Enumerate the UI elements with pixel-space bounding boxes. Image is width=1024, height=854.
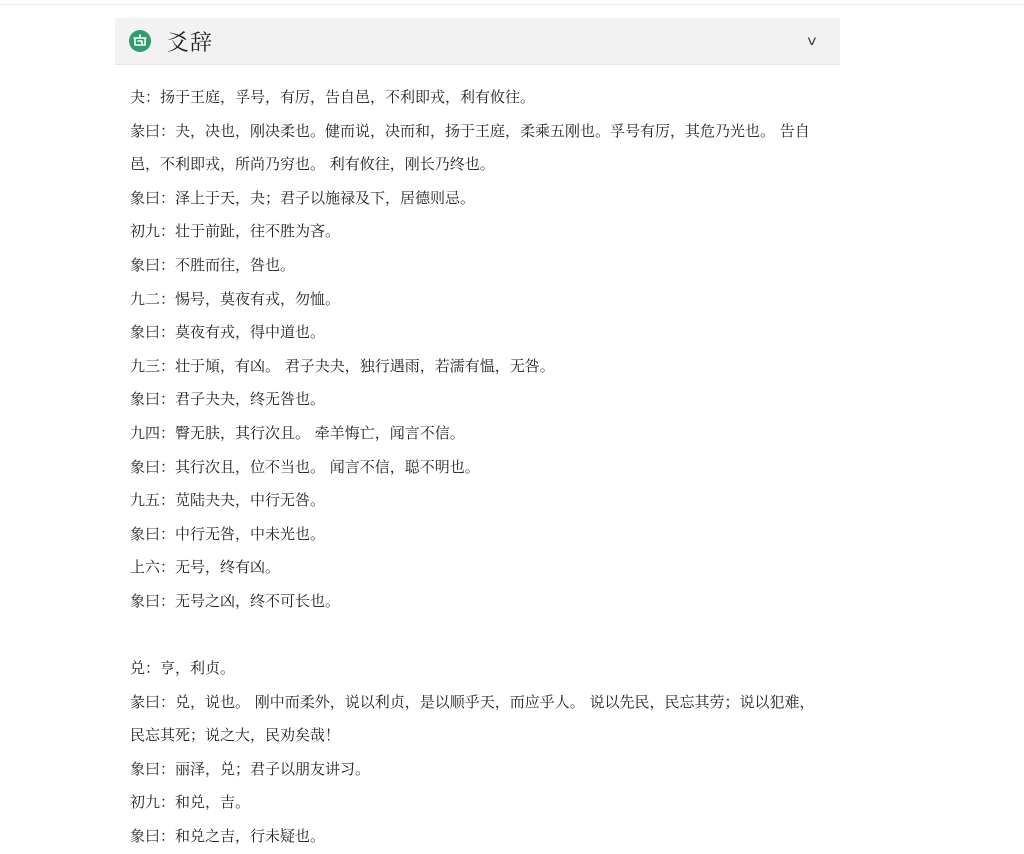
section-spacer <box>130 619 824 653</box>
text-line: 象曰：不胜而往，咎也。 <box>130 255 296 274</box>
text-line: 象曰：君子夬夬，终无咎也。 <box>130 390 326 409</box>
text-line: 象曰：莫夜有戎，得中道也。 <box>130 323 326 342</box>
hexagram-section-guai <box>130 81 824 619</box>
green-circle-logo-icon <box>129 30 151 52</box>
chevron-down-icon[interactable]: v <box>807 33 817 49</box>
text-line: 兑：亨，利贞。 <box>130 659 236 678</box>
hexagram-section-dui <box>130 652 824 854</box>
top-divider <box>0 4 1024 5</box>
text-line: 象曰：泽上于天，夬；君子以施禄及下，居德则忌。 <box>130 188 476 207</box>
text-line: 象曰：中行无咎，中未光也。 <box>130 524 326 543</box>
text-line: 彖曰：夬，决也，刚决柔也。健而说，决而和，扬于王庭，柔乘五刚也。孚号有厉，其危乃光也。 告自邑，不利即戎，所尚乃穷也。 利有攸往，刚长乃终也。 <box>130 121 810 174</box>
text-line: 象曰：其行次且，位不当也。 闻言不信，聪不明也。 <box>130 457 480 476</box>
text-line: 彖曰：兑，说也。 刚中而柔外，说以利贞，是以顺乎天，而应乎人。 说以先民，民忘其劳；说以犯难，民忘其死；说之大，民劝矣哉！ <box>130 692 815 745</box>
text-line: 夬：扬于王庭，孚号，有厉，告自邑，不利即戎，利有攸往。 <box>130 88 536 106</box>
text-line: 上六：无号，终有凶。 <box>130 558 281 577</box>
yaoci-panel <box>115 18 840 846</box>
text-line: 九二：惕号，莫夜有戎，勿恤。 <box>130 289 341 308</box>
text-line: 九三：壮于頄，有凶。 君子夬夬，独行遇雨，若濡有愠，无咎。 <box>130 356 555 375</box>
panel-content <box>115 65 840 854</box>
text-line: 象曰：和兑之吉，行未疑也。 <box>130 827 326 846</box>
panel-header[interactable] <box>115 18 840 65</box>
text-line: 象曰：无号之凶，终不可长也。 <box>130 591 341 610</box>
panel-title: 爻辞 <box>167 30 214 56</box>
text-line: 象曰：丽泽，兑；君子以朋友讲习。 <box>130 759 371 778</box>
text-line: 初九：壮于前趾，往不胜为吝。 <box>130 222 341 241</box>
text-line: 九四：臀无肤，其行次且。 牵羊悔亡，闻言不信。 <box>130 423 465 442</box>
text-line: 九五：苋陆夬夬，中行无咎。 <box>130 491 326 510</box>
text-line: 初九：和兑，吉。 <box>130 793 251 812</box>
